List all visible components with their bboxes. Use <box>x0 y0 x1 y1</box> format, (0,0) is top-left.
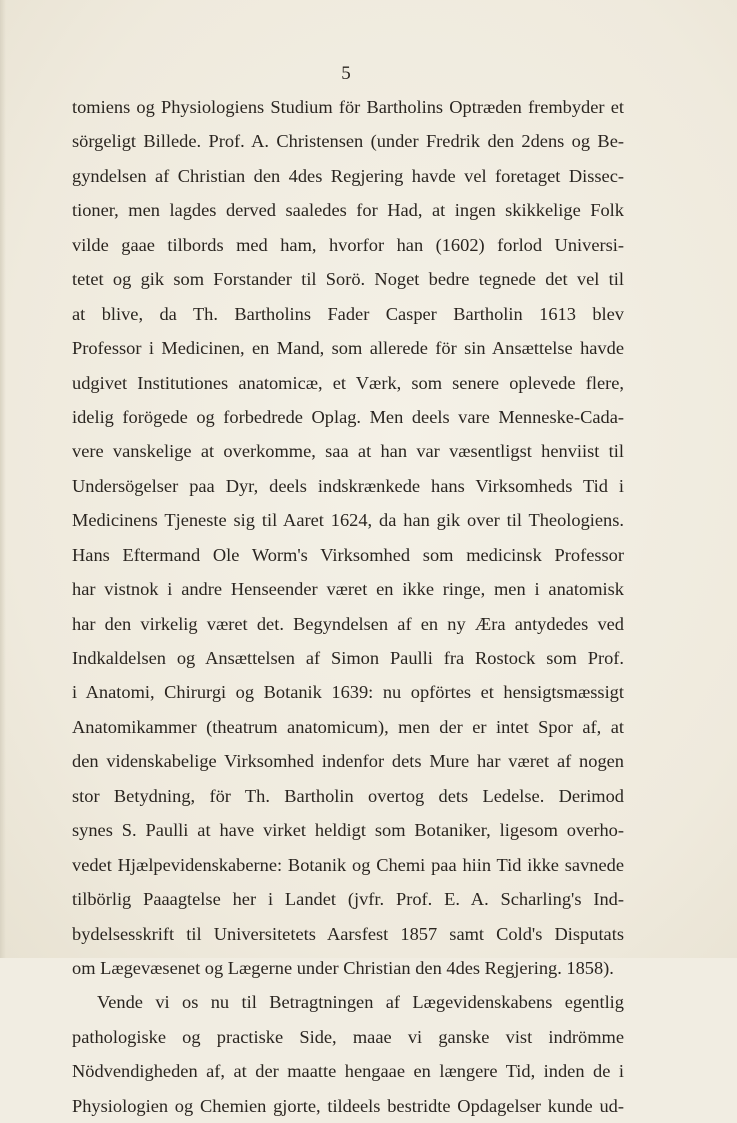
text-line: sörgeligt Billede. Prof. A. Christensen (under Fredrik den 2dens og Be- <box>72 131 624 152</box>
text-line: Undersögelser paa Dyr, deels indskrænkede hans Virksomheds Tid i <box>72 475 624 496</box>
text-line: Medicinens Tjeneste sig til Aaret 1624, da han gik over til Theologiens. <box>72 510 624 531</box>
text-line: Physiologien og Chemien gjorte, tildeels bestridte Opdagelser kunde ud- <box>72 1095 624 1116</box>
text-line: synes S. Paulli at have virket heldigt som Botaniker, ligesom overho- <box>72 820 624 841</box>
body-text <box>72 90 624 1123</box>
text-line: tilbörlig Paaagtelse her i Landet (jvfr. Prof. E. A. Scharling's Ind- <box>72 889 624 910</box>
text-line: Nödvendigheden af, at der maatte hengaae en længere Tid, inden de i <box>72 1061 624 1082</box>
text-line: Indkaldelsen og Ansættelsen af Simon Paulli fra Rostock som Prof. <box>72 648 624 668</box>
text-line: Anatomikammer (theatrum anatomicum), men der er intet Spor af, at <box>72 716 624 737</box>
text-line: tioner, men lagdes derved saaledes for Had, at ingen skikkelige Folk <box>72 200 624 221</box>
text-line: udgivet Institutiones anatomicæ, et Værk, som senere oplevede flere, <box>72 372 624 393</box>
paragraph-end-line: om Lægevæsenet og Lægerne under Christian den 4des Regjering. 1858). <box>72 957 614 978</box>
text-line: har vistnok i andre Henseender været en ikke ringe, men i anatomisk <box>72 579 624 600</box>
text-line: den videnskabelige Virksomhed indenfor dets Mure har været af nogen <box>72 751 624 772</box>
text-line: i Anatomi, Chirurgi og Botanik 1639: nu opförtes et hensigtsmæssigt <box>72 682 624 703</box>
text-line: tomiens og Physiologiens Studium för Bartholins Optræden frembyder et <box>72 97 624 117</box>
text-line: tetet og gik som Forstander til Sorö. Noget bedre tegnede det vel til <box>72 269 624 290</box>
text-line: gyndelsen af Christian den 4des Regjering havde vel foretaget Dissec- <box>72 165 624 186</box>
text-line: bydelsesskrift til Universitetets Aarsfest 1857 samt Cold's Disputats <box>72 923 624 944</box>
text-line: vilde gaae tilbords med ham, hvorfor han (1602) forlod Universi- <box>72 234 624 255</box>
text-line: stor Betydning, för Th. Bartholin overtog dets Ledelse. Derimod <box>72 785 624 806</box>
text-line: vedet Hjælpevidenskaberne: Botanik og Chemi paa hiin Tid ikke savnede <box>72 854 624 875</box>
text-line: har den virkelig været det. Begyndelsen af en ny Æra antydedes ved <box>72 613 624 634</box>
paragraph-start-line: Vende vi os nu til Betragtningen af Lægevidenskabens egentlig <box>97 992 624 1013</box>
text-line: Professor i Medicinen, en Mand, som allerede för sin Ansættelse havde <box>72 338 624 359</box>
text-line: Hans Eftermand Ole Worm's Virksomhed som medicinsk Professor <box>72 544 624 565</box>
text-line: pathologiske og practiske Side, maae vi ganske vist indrömme <box>72 1026 624 1047</box>
text-line: vere vanskelige at overkomme, saa at han var væsentligst henviist til <box>72 441 624 462</box>
page-edge-shadow <box>0 0 6 958</box>
text-line: idelig forögede og forbedrede Oplag. Men deels vare Menneske-Cada- <box>72 406 624 427</box>
text-line: at blive, da Th. Bartholins Fader Casper Bartholin 1613 blev <box>72 303 624 324</box>
page-number: 5 <box>341 63 351 84</box>
